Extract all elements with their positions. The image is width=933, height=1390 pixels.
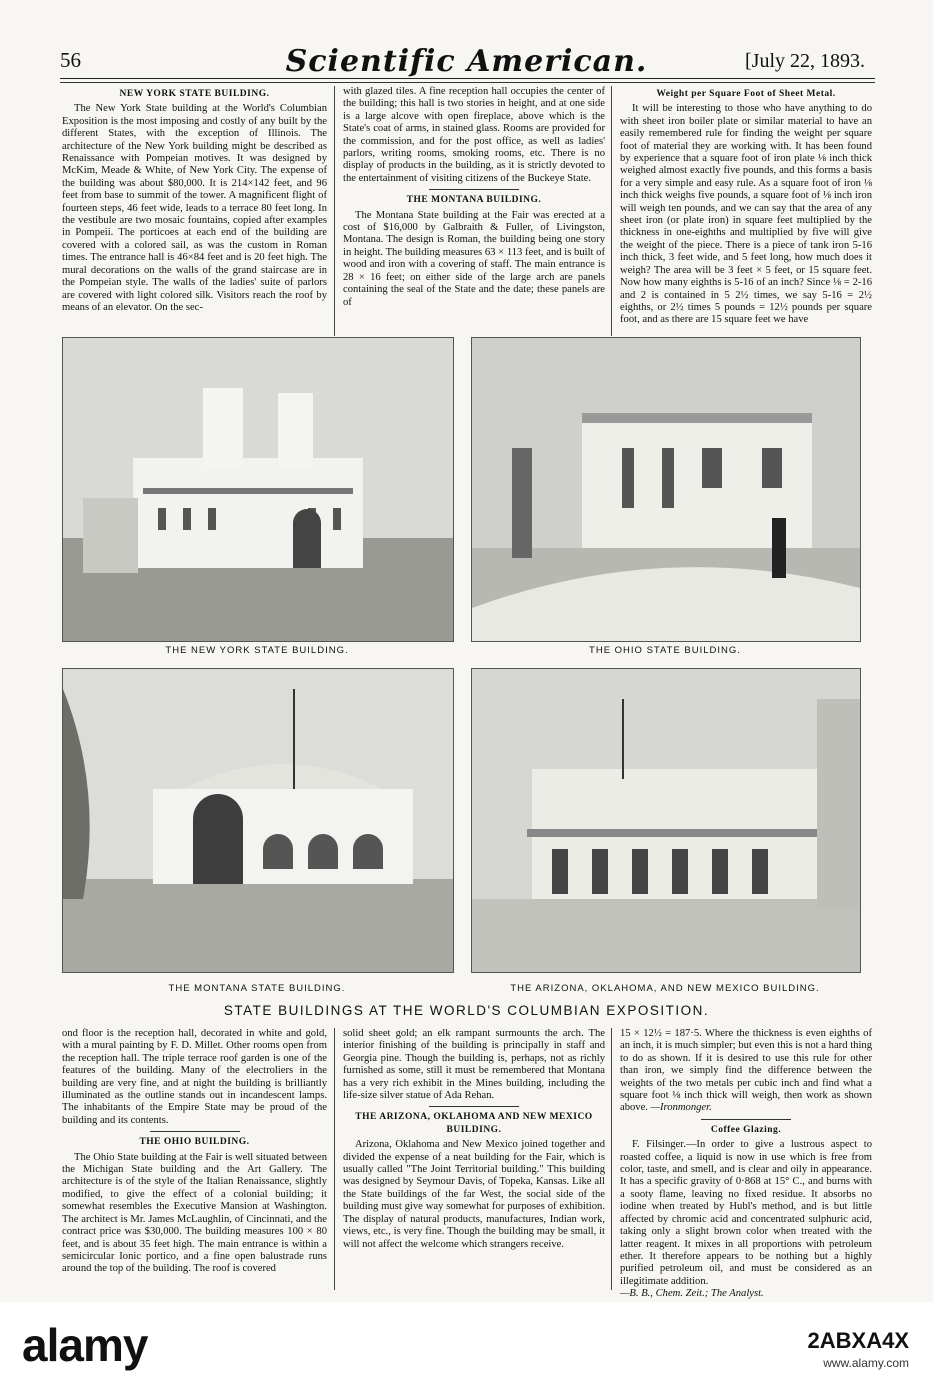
arizona-building-heading: THE ARIZONA, OKLAHOMA AND NEW MEXICO BUILDING. — [355, 1112, 593, 1135]
alamy-url: www.alamy.com — [823, 1356, 909, 1370]
ohio-building-heading: THE OHIO BUILDING. — [139, 1137, 250, 1148]
montana-continued-text: solid sheet gold; an elk rampant surmounts the arch. The interior finishing of the building is principally in staff and Georgia pine. Though the building is, perhaps, not as richly furnished as some, still it must be remembered that Montana has a very rich exhibit in the Mines building, including the life-size silver statue of Ada Rehan. — [343, 1028, 605, 1102]
column-3-top — [620, 86, 872, 327]
caption-ohio: THE OHIO STATE BUILDING. — [589, 645, 741, 656]
header-rule — [60, 78, 875, 79]
montana-building-heading: THE MONTANA BUILDING. — [406, 195, 542, 206]
section-separator — [429, 1106, 519, 1107]
image-id: 2ABXA4X — [807, 1328, 909, 1353]
ny-building-heading: NEW YORK STATE BUILDING. — [119, 89, 270, 99]
ohio-building-text: The Ohio State building at the Fair is well situated between the Michigan State building and the Art Gallery. The architecture is of the style of the Italian Renaissance, slightly modified, to give the effect of a colonial building; it somewhat resembles the Executive Mansion at Washington. The architect is Mr. James McLaughlin, of Cincinnati, and the contract price was $30,000. The building measures 100 × 80 feet, and is about 35 feet high. The main entrance is within a semicircular Ionic portico, and a fine open balustrade runs around the top of the building. The roof is covered — [62, 1151, 327, 1275]
ny-building-text: The New York State building at the World's Columbian Exposition is the most imposing and costly of any built by the different States, with the exception of Illinois. The architecture of the New York building might be described as Renaissance with Pompeian motives. It was designed by McKim, Meade & White, of New York City. The expense of the building was about $80,000. It is 214×142 feet, and 96 feet from base to summit of the tower. A magnificent flight of fourteen steps, 46 feet wide, leads to a terrace 80 feet long. In the vestibule are two mosaic fountains, copied after examples in Pompeii. The porticoes at each end of the building are covered with a colored sail, as was the custom in Roman times. The entrance hall is 46×84 feet and is 20 feet high. The mural decorations on the walls of the grand staircase are in the Pompeian style. The walls of the ladies' suite of parlors are covered with light colored silk. Visitors reach the roof by means of an elevator. On the sec- — [62, 103, 327, 313]
section-separator — [150, 1131, 240, 1132]
photo-montana-building — [62, 668, 454, 973]
alamy-logo: alamy — [22, 1319, 148, 1371]
masthead: Scientific American. — [285, 44, 648, 79]
column-2-bottom — [343, 1028, 605, 1251]
issue-date: [July 22, 1893. — [745, 50, 865, 72]
column-divider — [334, 1028, 335, 1290]
arizona-building-text: Arizona, Oklahoma and New Mexico joined together and divided the expense of a neat building for the Fair, which is usually called "The Joint Territorial building." This building was designed by Seymour Davis, of Topeka, Kansas. Like all the State buildings of the far West, the social side of the building must give way somewhat for purposes of exhibition. The display of natural products, manufactures, Indian work, views, etc., is very fine. Though the building may be small, it will not affect the welcome which strangers receive. — [343, 1139, 605, 1250]
column-2-top — [343, 86, 605, 309]
column-divider — [611, 86, 612, 336]
sheet-metal-continued-text: 15 × 12½ = 187·5. Where the thickness is even eighths of an inch, it is much simpler; but even this is not a hard thing to do as shown. If it is desired to use this rule for other than iron, we simply find the difference between the weights of the two metals per cubic inch and find what a square foot ⅛ inch thick will weigh, then work as shown above. —Ironmonger. — [620, 1028, 872, 1114]
ohio-continued-text: with glazed tiles. A fine reception hall occupies the center of the building; this hall is two stories in height, and at one side is a large alcove with open fireplace, above which is the State's coat of arms, in stained glass. Rooms are provided for the commission, and for the post office, as well as ladies' parlors, writing rooms, smoking rooms, etc. There is no display of products in the building, as it is strictly devoted to the entertainment of visiting citizens of the Buckeye State. — [343, 86, 605, 184]
coffee-glazing-heading: Coffee Glazing. — [710, 1124, 782, 1135]
column-1-top — [62, 86, 327, 314]
montana-building-text: The Montana State building at the Fair was erected at a cost of $16,000 by Galbraith & Fuller, of Livingston, Montana. The design is Roman, the building being one story in height. The building measures 63 × 113 feet, and is built of wood and iron with a covering of staff. The main entrance is 28 × 16 feet; on either side of the large arch are panels containing the seal of the State and the date; these panels are of — [343, 209, 605, 308]
header-rule-thin — [60, 82, 875, 83]
column-3-bottom — [620, 1028, 872, 1301]
caption-montana: THE MONTANA STATE BUILDING. — [168, 983, 346, 994]
caption-new-york: THE NEW YORK STATE BUILDING. — [165, 645, 349, 656]
column-divider — [334, 86, 335, 336]
main-caption: STATE BUILDINGS AT THE WORLD'S COLUMBIAN EXPOSITION. — [223, 1003, 710, 1018]
caption-arizona: THE ARIZONA, OKLAHOMA, AND NEW MEXICO BUILDING. — [510, 983, 820, 994]
sheet-metal-heading: Weight per Square Foot of Sheet Metal. — [656, 89, 836, 99]
section-separator — [429, 189, 519, 190]
photo-ohio-building — [471, 337, 861, 642]
section-separator — [701, 1119, 791, 1120]
page-number: 56 — [60, 48, 81, 72]
photo-arizona-building — [471, 668, 861, 973]
column-1-bottom — [62, 1028, 327, 1276]
photo-new-york-building — [62, 337, 454, 642]
ny-continued-text: ond floor is the reception hall, decorated in white and gold, with a mural painting by F. D. Millet. Other rooms open from the reception hall. The triple terrace roof garden is one of the features of the building. Many of the electroliers in the building are very fine, and at night the building is brilliantly illuminated as the outline stands out in incandescent lamps. The inhabitants of the Empire State may be proud of the building and its contents. — [62, 1028, 327, 1126]
column-divider — [611, 1028, 612, 1290]
sheet-metal-text: It will be interesting to those who have anything to do with sheet iron boiler plate or similar material to have an easily remembered rule for finding the weight per square foot of material they are working with. It has been found by experience that a square foot of iron plate ⅛ inch thick weighed almost exactly five pounds, and this forms a basis for a very simple and easy rule. As a square foot of iron ⅛ inch thick weighs five pounds, a square foot of ⅛ inch iron will weigh ten pounds, and we can say that the area of any sheet iron (or plate iron) in square feet multiplied by the thickness in one-eighths and multiplied by five will give the weight of the piece. There is a piece of tank iron 5-16 inch thick, 3 feet wide, and 5 feet long, how much does it weigh? The area will be 3 feet × 5 feet, or 15 square feet. Now how many eighths is 5-16 of an inch? Since ⅛ = 2-16 and 2 is contained in 5 2½ times, we say 5-16 = 2½ eighths, or 2½ times 5 pounds = 12½ pounds per square foot, and as there are 15 square feet we have — [620, 103, 872, 326]
coffee-glazing-text: F. Filsinger.—In order to give a lustrous aspect to roasted coffee, a liquid is now in use which is free from color, taste, and smell, and is clear and oily in appearance. It has a specific gravity of 0·868 at 15° C., and burns with a sooty flame, leaving no fixed residue. It absorbs no iodine when treated by Hubl's method, and is but little affected by chromic acid and concentrated sulphuric acid, taking only a slight brown color when treated with the latter reagent. It mixes in all proportions with petroleum ether. It therefore appears to be nothing but a highly purified petroleum oil, and must be considered as an illegitimate addition. —B. B., Chem. Zeit.; The Analyst. — [620, 1139, 872, 1300]
